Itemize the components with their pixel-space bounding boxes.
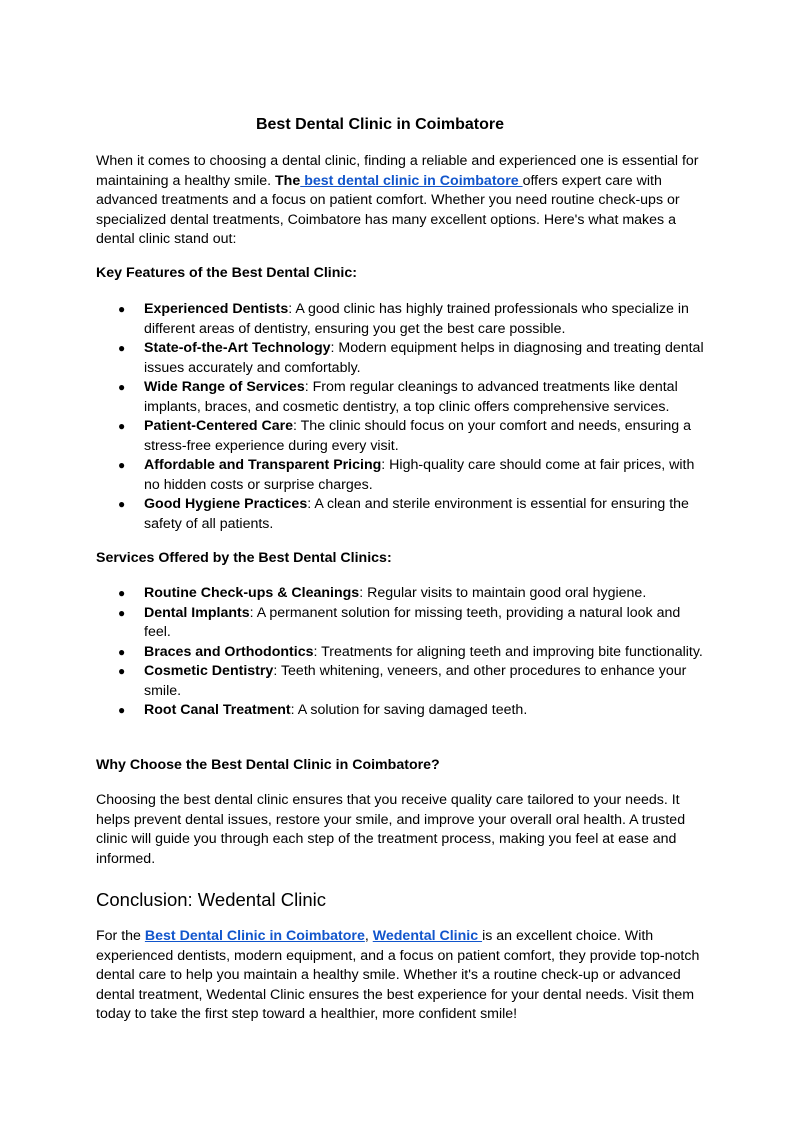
intro-text-after: offers expert care with advanced treatments and a focus on patient comfort. Whether you need routine check-ups or specialized dental treatments, Coimbatore has many excellent options. Here's what makes a dental clinic stand out: xyxy=(96,172,680,247)
list-item-term: Routine Check-ups & Cleanings xyxy=(144,585,360,601)
bullet-icon: ● xyxy=(118,302,126,316)
intro-text-before: When it comes to choosing a dental clinic, finding a reliable and experienced one is essential for maintaining a healthy smile. xyxy=(96,153,699,189)
list-item xyxy=(96,378,706,417)
list-item-desc: : From regular cleanings to advanced treatments like dental implants, braces, and cosmetic dentistry, a top clinic offers comprehensive services. xyxy=(144,379,678,415)
key-features-heading: Key Features of the Best Dental Clinic: xyxy=(96,265,357,281)
list-item xyxy=(96,604,706,643)
bullet-icon: ● xyxy=(118,605,126,620)
conclusion-text-after: is an excellent choice. With experienced dentists, modern equipment, and a focus on patient comfort, they provide top-notch dental care to help you maintain a healthy smile. Whether it's a routine check-up or advanced dental treatment, Wedental Clinic ensures the best experience for your dental needs. Visit them today to take the first step toward a healthier, more confident smile! xyxy=(96,928,700,1022)
conclusion-paragraph xyxy=(96,927,706,1025)
list-item-term: Experienced Dentists xyxy=(144,301,289,317)
list-item-desc: : High-quality care should come at fair prices, with no hidden costs or surprise charges. xyxy=(144,457,695,493)
why-choose-paragraph: Choosing the best dental clinic ensures that you receive quality care tailored to your needs. It helps prevent dental issues, restore your smile, and improve your overall oral health. A trusted clinic will guide you through each step of the treatment process, making you feel at ease and informed. xyxy=(96,792,686,867)
list-item xyxy=(96,300,706,339)
bullet-icon: ● xyxy=(118,497,126,511)
list-item-term: Dental Implants xyxy=(144,604,250,621)
conclusion-comma: , xyxy=(364,928,373,944)
list-item-term: Affordable and Transparent Pricing xyxy=(144,457,382,473)
list-item xyxy=(96,662,706,701)
bullet-icon: ● xyxy=(118,458,126,472)
list-item xyxy=(96,495,706,534)
services-list xyxy=(96,584,706,721)
list-item-term: State-of-the-Art Technology xyxy=(144,340,331,356)
list-item xyxy=(96,701,706,721)
list-item-term: Patient-Centered Care xyxy=(144,418,294,434)
intro-paragraph xyxy=(96,152,706,250)
list-item-desc: : Treatments for aligning teeth and improving bite functionality. xyxy=(313,643,703,660)
key-features-list xyxy=(96,300,706,534)
best-dental-clinic-link[interactable]: best dental clinic in Coimbatore xyxy=(300,172,523,189)
list-item xyxy=(96,339,706,378)
list-item-desc: : A clean and sterile environment is essential for ensuring the safety of all patients. xyxy=(144,496,689,532)
bullet-icon: ● xyxy=(118,419,126,433)
list-item xyxy=(96,643,706,663)
why-choose-heading: Why Choose the Best Dental Clinic in Coimbatore? xyxy=(96,757,440,773)
list-item-desc: : Modern equipment helps in diagnosing and treating dental issues accurately and comfortably. xyxy=(144,340,704,376)
intro-bold-the: The xyxy=(275,172,301,189)
bullet-icon: ● xyxy=(118,380,126,394)
list-item-desc: : A good clinic has highly trained professionals who specialize in different areas of dentistry, ensuring you get the best care possible. xyxy=(144,301,689,337)
list-item-term: Braces and Orthodontics xyxy=(144,643,314,660)
list-item-desc: : A permanent solution for missing teeth, providing a natural look and feel. xyxy=(144,604,681,640)
page-title: Best Dental Clinic in Coimbatore xyxy=(255,116,505,133)
bullet-icon: ● xyxy=(118,586,126,600)
list-item-desc: : A solution for saving damaged teeth. xyxy=(290,702,528,718)
list-item-term: Root Canal Treatment xyxy=(144,702,291,718)
list-item-term: Good Hygiene Practices xyxy=(144,496,308,512)
bullet-icon: ● xyxy=(118,664,126,678)
list-item xyxy=(96,417,706,456)
conclusion-heading: Conclusion: Wedental Clinic xyxy=(96,889,326,910)
list-item-term: Wide Range of Services xyxy=(144,379,305,395)
bullet-icon: ● xyxy=(118,341,126,355)
list-item-desc: : The clinic should focus on your comfort and needs, ensuring a stress-free experience during every visit. xyxy=(144,418,692,454)
conclusion-for-the: For the xyxy=(96,928,145,944)
list-item xyxy=(96,456,706,495)
best-dental-clinic-coimbatore-link[interactable]: Best Dental Clinic in Coimbatore xyxy=(144,928,365,944)
bullet-icon: ● xyxy=(118,644,126,659)
list-item-desc: : Teeth whitening, veneers, and other procedures to enhance your smile. xyxy=(144,663,687,699)
list-item-term: Cosmetic Dentistry xyxy=(144,663,274,679)
list-item xyxy=(96,584,706,604)
wedental-clinic-link[interactable]: Wedental Clinic xyxy=(372,928,483,944)
bullet-icon: ● xyxy=(118,703,126,717)
list-item-desc: : Regular visits to maintain good oral hygiene. xyxy=(359,585,647,601)
services-heading: Services Offered by the Best Dental Clinics: xyxy=(96,550,392,566)
